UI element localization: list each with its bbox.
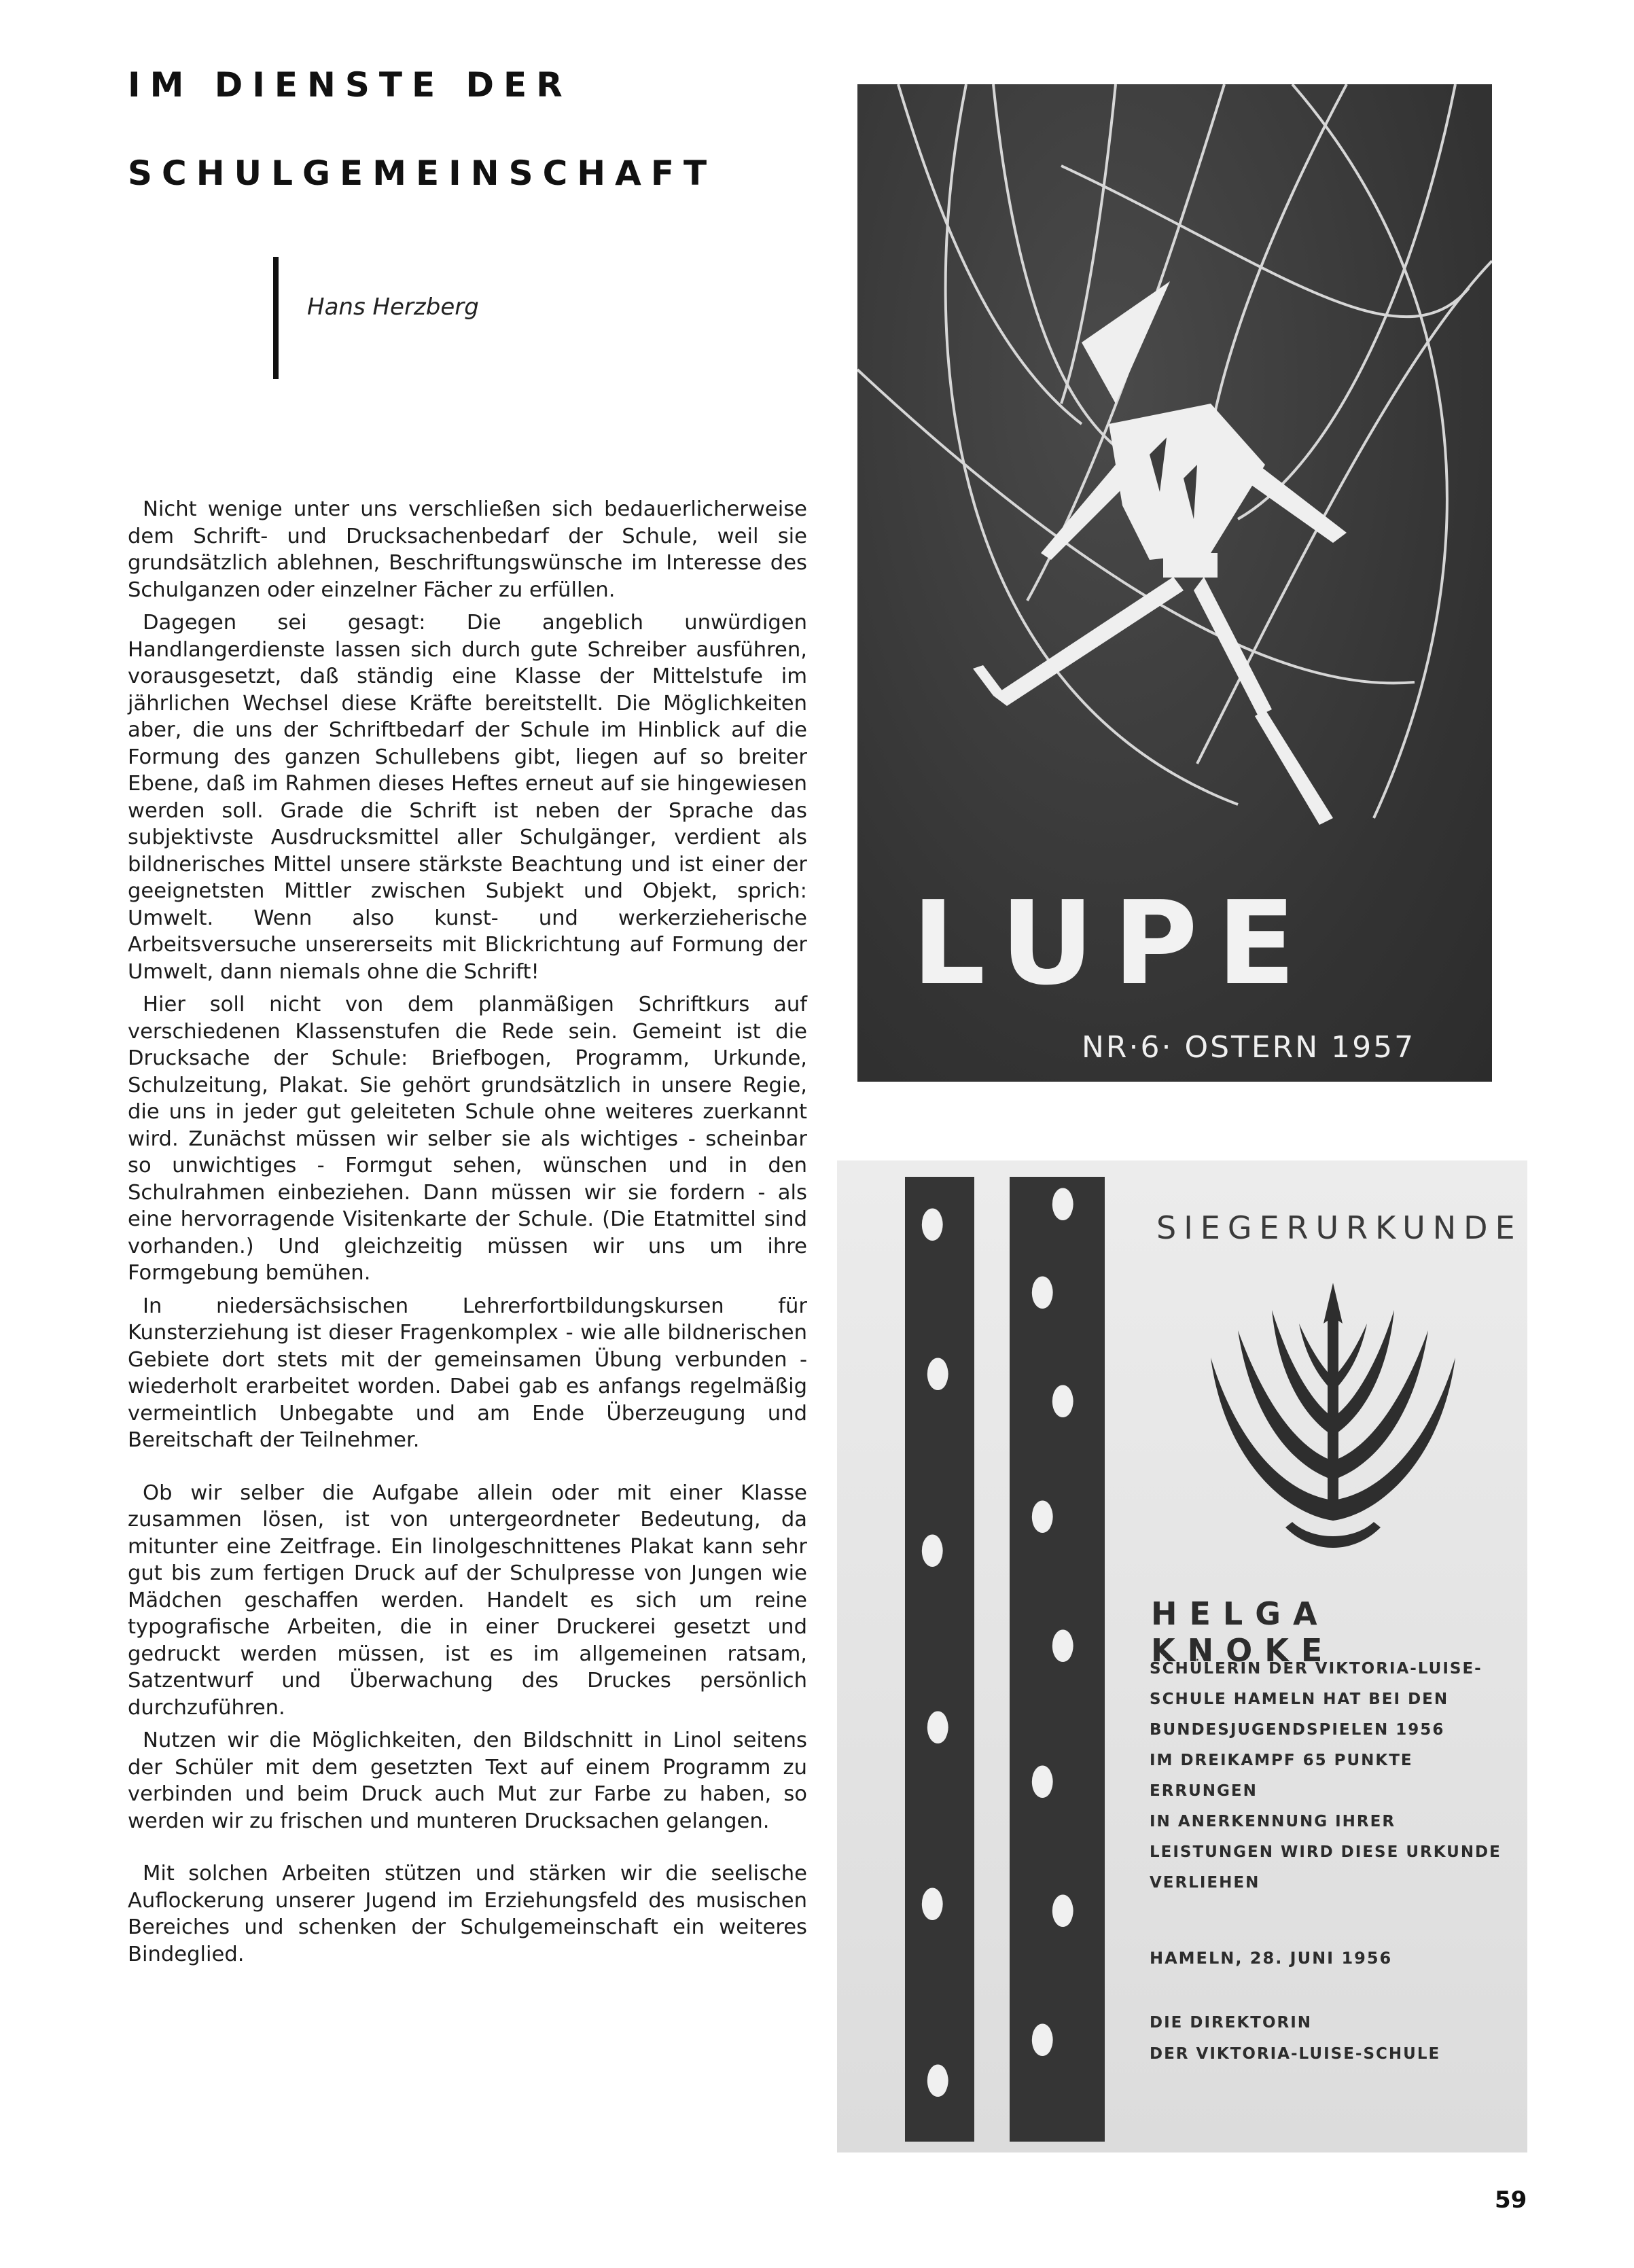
paragraph: Hier soll nicht von dem planmäßigen Schriftkurs auf verschiedenen Klassenstufen die Rede sein. Gemeint ist die Drucksache der Schule: Briefbogen, Programm, Urkunde, Schulzeitung, Plakat. Sie gehört grundsätzlich in unsere Regie, die uns in jeder gut geleiteten Schule ohne weiteres zuerkannt wird. Zunächst müssen wir selber sie als wichtiges - scheinbar so unwichtiges - Formgut sehen, wünschen und in den Schulrahmen einbeziehen. Dann müssen wir sie fordern - als eine hervorragende Visitenkarte der Schule. (Die Etatmittel sind vorhanden.) Und gleichzeitig müssen wir uns um ihre Formgebung bemühen. [128,993,807,1285]
certificate-heading: SIEGERURKUNDE [1156,1209,1523,1246]
article-title-line-1: IM DIENSTE DER [128,65,572,105]
article-title-line-2: SCHULGEMEINSCHAFT [128,154,717,193]
footprint-icon: ⬮ [925,1350,951,1396]
footprint-icon: ⬮ [1030,2016,1055,2062]
footprint-icon: ⬮ [1050,1622,1076,1668]
footprint-strip-left [905,1177,974,2142]
certificate-place-date: HAMELN, 28. JUNI 1956 [1150,1949,1393,1968]
page-number: 59 [1495,2186,1527,2214]
footprint-icon: ⬮ [1030,1269,1055,1315]
certificate-signature [1150,2007,1440,2070]
article-body [128,496,807,1974]
certificate-poster [837,1160,1527,2152]
certificate-line: LEISTUNGEN WIRD DIESE URKUNDE [1150,1843,1502,1861]
footprint-icon: ⬮ [920,1880,945,1926]
footprint-icon: ⬮ [1050,1887,1076,1933]
certificate-text [1150,1654,1516,1898]
certificate-line: SCHULE HAMELN HAT BEI DEN [1150,1690,1449,1708]
certificate-line: ERRUNGEN [1150,1782,1258,1800]
tree-emblem-icon [1211,1283,1455,1555]
paragraph: In niedersächsischen Lehrerfortbildungskursen für Kunsterziehung ist dieser Fragenkomplex - wie alle bildnerischen Gebiete dort stets mit der gemeinsamen Übung verbunden - wiederholt erarbeitet worden. Dabei gab es anfangs regelmäßig vermeintlich Unbegabte und am Ende Überzeugung und Bereitschaft der Teilnehmer. [128,1294,807,1452]
certificate-line: BUNDESJUGENDSPIELEN 1956 [1150,1721,1445,1739]
footprint-icon: ⬮ [1050,1180,1076,1226]
lupe-poster-issue: NR·6· OSTERN 1957 [1082,1030,1416,1065]
author-divider [273,257,279,379]
paragraph: Nicht wenige unter uns verschließen sich bedauerlicherweise dem Schrift- und Drucksachenbedarf der Schule, weil sie grundsätzlich ablehnen, Beschriftungswünsche im Interesse des Schulganzen oder einzelner Fächer zu erfüllen. [128,497,807,602]
footprint-icon: ⬮ [1050,1377,1076,1423]
paragraph: Mit solchen Arbeiten stützen und stärken wir die seelische Auflockerung unserer Jugend im Erziehungsfeld des musischen Bereiches und schenken der Schulgemeinschaft ein weiteres Bindeglied. [128,1862,807,1966]
signature-line: DIE DIREKTORIN [1150,2014,1313,2032]
footprint-icon: ⬮ [1030,1758,1055,1804]
footprint-strip-right [1010,1177,1105,2142]
lupe-poster [857,84,1492,1082]
certificate-line: VERLIEHEN [1150,1874,1260,1892]
certificate-line: IM DREIKAMPF 65 PUNKTE [1150,1752,1413,1769]
author-name: Hans Herzberg [307,294,479,321]
certificate-line: SCHÜLERIN DER VIKTORIA-LUISE- [1150,1660,1482,1678]
lupe-poster-title: LUPE [912,876,1315,1011]
footprint-icon: ⬮ [925,1703,951,1750]
certificate-recipient: HELGA KNOKE [1151,1595,1335,1669]
paragraph: Ob wir selber die Aufgabe allein oder mit einer Klasse zusammen lösen, ist von untergeordneter Bedeutung, da mitunter eine Zeitfrage. Ein linolgeschnittenes Plakat kann sehr gut bis zum fertigen Druck auf der Schulpresse von Jungen wie Mädchen geschaffen werden. Handelt es sich um reine typografische Arbeiten, die in einer Druckerei gesetzt und gedruckt werden müssen, ist es im allgemeinen ratsam, Satzentwurf und Überwachung des Druckes persönlich durchzuführen. [128,1481,807,1720]
footprint-icon: ⬮ [1030,1493,1055,1539]
certificate-line: IN ANERKENNUNG IHRER [1150,1813,1396,1830]
signature-line: DER VIKTORIA-LUISE-SCHULE [1150,2045,1441,2063]
paragraph: Nutzen wir die Möglichkeiten, den Bildschnitt in Linol seitens der Schüler mit dem gesetzten Text auf einem Programm zu verbinden und beim Druck auch Mut zur Farbe zu haben, so werden wir zu frischen und munteren Drucksachen gelangen. [128,1729,807,1833]
footprint-icon: ⬮ [920,1527,945,1573]
paragraph: Dagegen sei gesagt: Die angeblich unwürdigen Handlangerdienste lassen sich durch gute Schreiber ausführen, vorausgesetzt, daß ständig eine Klasse der Mittelstufe im jährlichen Wechsel diese Kräfte bereitstellt. Die Möglichkeiten aber, die uns der Schriftbedarf der Schule im Hinblick auf die Formung des ganzen Schullebens gibt, liegen auf so breiter Ebene, daß im Rahmen dieses Heftes erneut auf sie hingewiesen werden soll. Grade die Schrift ist neben der Sprache das subjektivste Ausdrucksmittel aller Schulgänger, verdient als bildnerisches Mittel unsere stärkste Beachtung und ist einer der geeignetsten Mittler zwischen Subjekt und Objekt, sprich: Umwelt. Wenn also kunst- und werkerzieherische Arbeitsversuche unsererseits mit Blickrichtung auf Formung der Umwelt, dann niemals ohne die Schrift! [128,611,807,984]
footprint-icon: ⬮ [925,2057,951,2103]
footprint-icon: ⬮ [920,1201,945,1247]
